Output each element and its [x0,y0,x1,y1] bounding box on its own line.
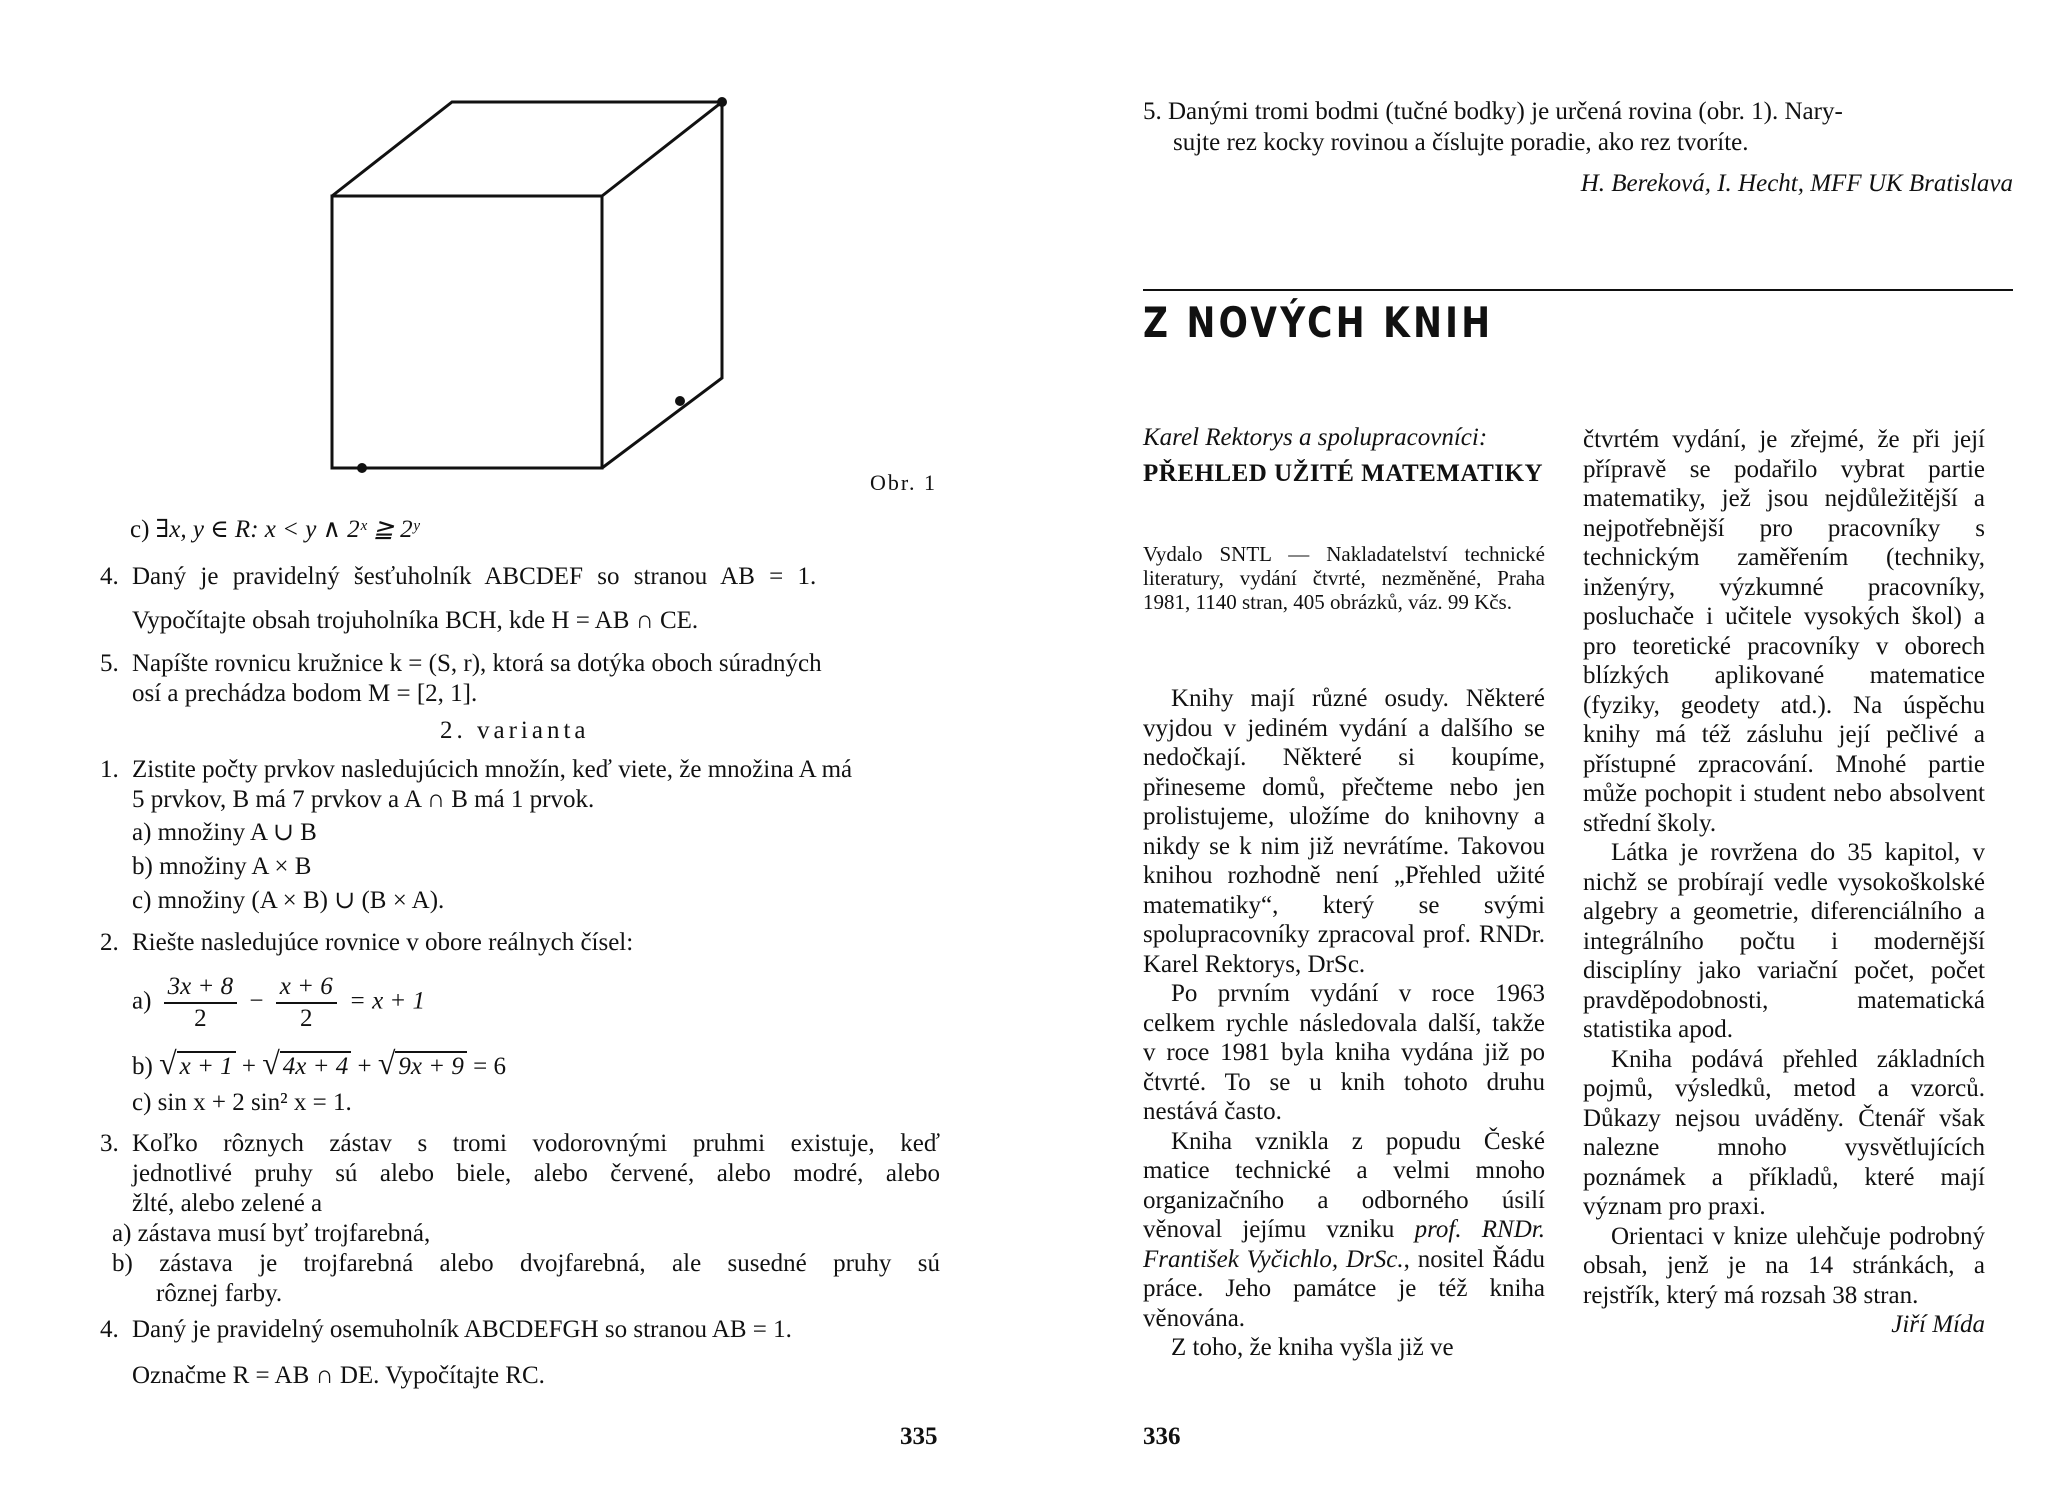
exercise-number: 4. [100,1316,119,1343]
variant-exercise-3 [100,1128,940,1159]
equation-b-label: b) [132,1053,153,1080]
variant-exercise-3-line3: žlté, alebo zelené a [132,1190,323,1217]
exercise-text: Daný je pravidelný šesťuholník ABCDEF so stranou AB = 1. [132,563,817,590]
review-column-2 [1583,425,1985,1340]
section-title: Z NOVÝCH KNIH [1143,298,1494,347]
variant-exercise-1b: b) množiny A × B [132,853,312,880]
variant-exercise-2 [100,927,633,958]
variant-exercise-4-line2: Označme R = AB ∩ DE. Vypočítajte RC. [132,1362,545,1389]
right-page [1035,0,2070,1500]
radical-sign: √ [159,1045,177,1081]
exercise-5-line2: sujte rez kocky rovinou a číslujte poradie, ako rez tvoríte. [1173,129,1749,156]
variant-heading: 2. varianta [440,717,590,744]
cube-figure [322,96,742,476]
variant-exercise-1c: c) množiny (A × B) ∪ (B × A). [132,887,445,914]
review-text: , nositel Řádu práce. Jeho památce je též kniha věnována. [1143,1245,1545,1332]
variant-exercise-1-line2: 5 prvkov, B má 7 prvkov a A ∩ B má 1 prvok. [132,786,595,813]
cube-point-bottom [357,463,367,473]
exercise-number: 5. [100,650,119,677]
cube-point-edge [675,396,685,406]
cube-point-top [717,97,727,107]
review-column-1 [1143,684,1545,1363]
variant-exercise-1a: a) množiny A ∪ B [132,819,317,846]
exercise-number: 1. [100,756,119,783]
exercise-authors: H. Bereková, I. Hecht, MFF UK Bratislava [1580,170,2013,197]
variant-exercise-3b-line2: rôznej farby. [156,1280,283,1307]
exercise-text: Koľko rôznych zástav s tromi vodorovnými pruhmi existuje, keď [132,1130,940,1157]
review-text-italic: prof. RNDr. František Vyčichlo, DrSc. [1143,1216,1545,1273]
variant-exercise-3b: b) zástava je trojfarebná alebo dvojfarebná, ale susedné pruhy sú [112,1250,940,1277]
exercise-text: Daný je pravidelný osemuholník ABCDEFGH so stranou AB = 1. [132,1316,792,1343]
exercise-5-line1: 5. Danými tromi bodmi (tučné bodky) je určená rovina (obr. 1). Nary- [1143,98,1843,125]
review-signature: Jiří Mída [1891,1311,1985,1338]
fraction-1-numerator: 3x + 8 [164,972,237,1004]
exercise-text: Zistite počty prvkov nasledujúcich množín, keď viete, že množina A má [132,756,853,783]
review-text: Kniha vznikla z popudu České matice technické a velmi mnoho organizačního a odborného úsilí věnoval jejímu vzniku [1143,1127,1545,1243]
exercise-text: Napíšte rovnicu kružnice k = (S, r), ktorá sa dotýka oboch súradných [132,650,822,677]
book-imprint: Vydalo SNTL — Nakladatelství technické literatury, vydání čtvrté, nezměněné, Praha 1981, 1140 stran, 405 obrázků, váz. 99 Kčs. [1143,542,1545,614]
exercise-c [130,514,419,545]
review-paragraph: Knihy mají různé osudy. Některé vyjdou v jediném vydání a dalšího se nedočkají. Některé si koupíme, přineseme domů, přečteme nebo jen prolistujeme, uložíme do knihovny a nikdy se k nim již nevrátíme. Takovou knihou rozhodně není „Přehled užité matematiky“, který se svými spolupracovníky zpracoval prof. RNDr. Karel Rektorys, DrSc. [1143,685,1545,978]
exercise-number: 2. [100,929,119,956]
cube-right-face [602,102,722,468]
exercise-5-circle [100,648,822,679]
variant-exercise-3a: a) zástava musí byť trojfarebná, [112,1220,431,1247]
radicand-1: x + 1 [177,1051,236,1080]
section-divider [1143,289,2013,291]
equation-a-rhs: = x + 1 [348,987,426,1015]
exercise-c-text: ∃x, y ∈ R: x < y ∧ 2ˣ ≧ 2ʸ [155,516,420,543]
book-author: Karel Rektorys a spolupracovníci: [1143,424,1488,451]
equation-b [132,1045,506,1082]
review-paragraph: Kniha podává přehled základních pojmů, výsledků, metod a vzorců. Důkazy nejsou uváděny. Čtenář však nalezne mnoho vysvětlujících poznámek a příkladů, které mají význam pro praxi. [1583,1045,1985,1220]
exercise-4-line2: Vypočítajte obsah trojuholníka BCH, kde H = AB ∩ CE. [132,607,699,634]
variant-exercise-3-line2: jednotlivé pruhy sú alebo biele, alebo červené, alebo modré, alebo [132,1160,940,1187]
fraction-1 [164,972,237,1034]
fraction-2-denominator: 2 [299,1005,313,1032]
exercise-5-line2: osí a prechádza bodom M = [2, 1]. [132,680,478,707]
exercise-c-label: c) [130,516,150,543]
radicand-3: 9x + 9 [395,1051,466,1080]
equation-a-label: a) [132,987,152,1015]
cube-top-face [332,102,722,196]
review-paragraph [1143,1127,1545,1334]
equation-b-rhs: = 6 [473,1053,506,1080]
plus-sign: + [357,1053,372,1080]
variant-exercise-1 [100,754,852,785]
review-paragraph: Po prvním vydání v roce 1963 celkem rychle následovala další, takže v roce 1981 byla kniha vydána již po čtvrté. To se u knih tohoto druhu nestává často. [1143,980,1545,1125]
figure-caption: Obr. 1 [870,470,937,495]
radical-sign: √ [377,1045,396,1081]
equation-c: c) sin x + 2 sin² x = 1. [132,1089,352,1116]
fraction-2-numerator: x + 6 [276,972,337,1004]
exercise-number: 4. [100,563,119,590]
exercise-text: Riešte nasledujúce rovnice v obore reálnych čísel: [132,929,634,956]
fraction-2 [276,972,337,1034]
exercise-number: 3. [100,1130,119,1157]
page-number-left: 335 [900,1423,938,1450]
radical-sign: √ [262,1045,280,1081]
radicand-2: 4x + 4 [280,1051,351,1080]
cube-front-face [332,196,602,468]
review-paragraph: Orientaci v knize ulehčuje podrobný obsah, jenž je na 14 stránkách, a rejstřík, který má rozsah 38 stran. [1583,1222,1985,1309]
fraction-1-denominator: 2 [194,1005,207,1032]
variant-exercise-4 [100,1314,792,1345]
page-number-right: 336 [1143,1423,1181,1450]
exercise-5-plane [1143,96,2013,158]
review-paragraph: čtvrtém vydání, je zřejmé, že při její přípravě se podařilo vybrat partie matematiky, jež jsou nejdůležitější a nejpotřebnější pro pracovníky s technickým zaměřením (techniky, inženýry, výzkumné pracovníky, posluchače i učitele vysokých škol) a pro teoretické pracovníky v oborech blízkých aplikované matematice (fyziky, geodety atd.). Na úspěchu knihy má též zásluhu její pečlivé a přístupné zpracování. Mnohé partie může pochopit i student nebo absolvent střední školy. [1583,426,1985,837]
minus-sign: − [249,987,264,1015]
review-paragraph: Z toho, že kniha vyšla již ve [1171,1334,1454,1361]
review-paragraph: Látka je rovržena do 35 kapitol, v nichž se probírají vedle vysokoškolské algebry a geometrie, diferenciálního a integrálního počtu i modernější disciplíny jako variační počet, počet pravděpodobnosti, matematická statistika apod. [1583,839,1985,1043]
plus-sign: + [241,1053,256,1080]
equation-a [132,972,425,1034]
book-title: PŘEHLED UŽITÉ MATEMATIKY [1143,460,1544,487]
exercise-4-hexagon [100,561,940,592]
